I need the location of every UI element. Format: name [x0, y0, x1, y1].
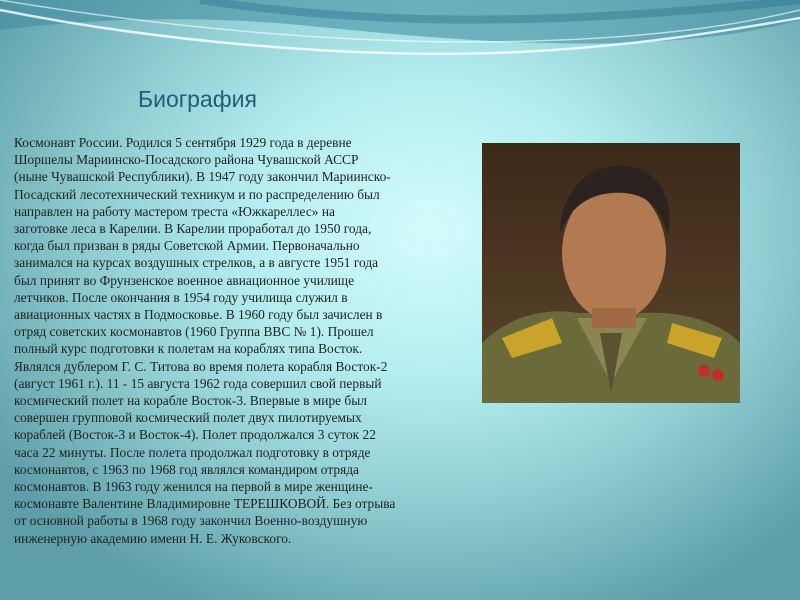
biography-line: Шоршелы Мариинско-Посадского района Чувашской АССР	[14, 152, 359, 168]
portrait-photo	[482, 143, 740, 403]
biography-line: летчиков. После окончания в 1954 году училища служил в	[14, 289, 348, 305]
biography-line: направлен на работу мастером треста «Южкареллес» на	[14, 203, 335, 219]
biography-line: полный курс подготовки к полетам на кораблях типа Восток.	[14, 341, 363, 357]
biography-line: отряд советских космонавтов (1960 Группа ВВС № 1). Прошел	[14, 324, 374, 340]
biography-line: космонавтов, с 1963 по 1968 год являлся командиром отряда	[14, 461, 359, 477]
biography-line: был принят во Фрунзенское военное авиационное училище	[14, 272, 355, 288]
biography-line: авиационных частях в Подмосковье. В 1960 году был зачислен в	[14, 307, 383, 323]
biography-line: космонавте Валентине Владимировне ТЕРЕШКОВОЙ. Без отрыва	[14, 496, 396, 512]
biography-line: (ныне Чувашской Республики). В 1947 году закончил Мариинско-	[14, 169, 391, 185]
biography-line: космический полет на корабле Восток-3. Впервые в мире был	[14, 393, 367, 409]
biography-line: занимался на курсах воздушных стрелков, а в августе 1951 года	[14, 255, 379, 271]
biography-line: инженерную академию имени Н. Е. Жуковского.	[14, 530, 292, 546]
biography-line: Являлся дублером Г. С. Титова во время полета корабля Восток-2	[14, 358, 388, 374]
biography-line: кораблей (Восток-3 и Восток-4). Полет продолжался 3 суток 22	[14, 427, 376, 443]
biography-line: часа 22 минуты. После полета продолжал подготовку в отряде	[14, 444, 371, 460]
biography-line: Посадский лесотехнический техникум и по распределению был	[14, 186, 380, 202]
biography-line: когда был призван в ряды Советской Армии. Первоначально	[14, 238, 360, 254]
biography-line: совершен групповой космический полет двух пилотируемых	[14, 410, 362, 426]
slide-title: Биография	[138, 86, 257, 112]
biography-line: (август 1961 г.). 11 - 15 августа 1962 года совершил свой первый	[14, 375, 382, 391]
biography-text	[14, 134, 474, 547]
biography-line: от основной работы в 1968 году закончил Военно-воздушную	[14, 513, 368, 529]
decorative-waves	[0, 0, 800, 80]
biography-line: космонавтов. В 1963 году женился на первой в мире женщине-	[14, 479, 373, 495]
biography-line: Космонавт России. Родился 5 сентября 1929 года в деревне	[14, 135, 352, 150]
biography-line: заготовке леса в Карелии. В Карелии проработал до 1950 года,	[14, 221, 372, 237]
